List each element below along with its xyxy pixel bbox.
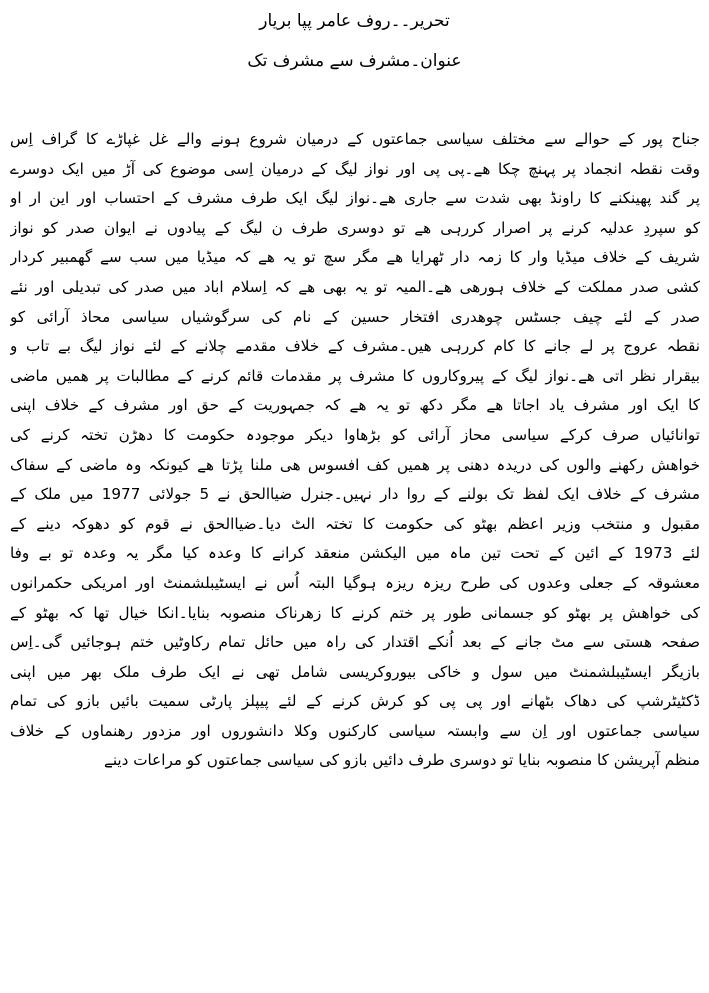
body-line: پر گند پھینکنے کا راونڈ بھی شدت سے جاری ھے۔نواز لیگ ایک طرف مشرف کے احتساب اور این ار او [10, 189, 700, 208]
article-body [10, 125, 700, 776]
body-line: شریف کے خلاف میڈیا وار کا زمہ دار ٹھرایا ھے مگر سچ تو یہ ھے کہ میڈیا میں سب سے گھمبیر کردار [10, 248, 700, 267]
body-line: سیاسی جماعتوں اور اِن سے وابستہ سیاسی کارکنوں وکلا دانشوروں اور مزدور رھنماوں کے خلاف [10, 721, 700, 740]
body-line: بازیگر ایسٹیبلشمنٹ میں سول و خاکی بیوروکریسی شامل تھی نے ایک طرف ملک بھر میں اپنی [10, 662, 700, 681]
body-line: ڈکٹیٹرشپ کی دھاک بٹھانے اور پی پی کو کرش کرنے کے لئے پیپلز پارٹی سمیت بائیں بازو کی تمام [10, 692, 700, 711]
body-line: بیقرار نظر اتی ھے۔نواز لیگ کے پیروکاروں کا مشرف پر مقدمات قائم کرنے کے مطالبات پر ھمیں ماضی [10, 366, 700, 385]
body-line: خواھش رکھنے والوں کی دریدہ دھنی پر ھمیں کف افسوس ھی ملنا پڑتا ھے کیونکہ وہ ماضی کے سفاک [10, 455, 700, 474]
body-line: مقبول و منتخب وزیر اعظم بھٹو کی حکومت کا تختہ الٹ دیا۔ضیاالحق نے قوم کو دھوکہ دینے کے [10, 514, 700, 533]
document-header [0, 8, 709, 88]
body-line: توانائیاں صرف کرکے سیاسی محاز آرائی کو بڑھاوا دیکر موجودہ حکومت کا دھڑن تختہ کرنے کی [10, 425, 700, 444]
body-line: کی خواھش پر بھٹو کو جسمانی طور پر ختم کرنے کا زھرناک منصوبہ بنایا۔انکا خیال تھا کہ بھٹو کے [10, 603, 700, 622]
article-title: عنوان۔مشرف سے مشرف تک [247, 51, 462, 71]
body-line: کشی صدر مملکت کے خلاف ہورھی ھے۔المیہ تو یہ بھی ھے کہ اِسلام اباد میں صدر کی تبدیلی اور نئے [10, 277, 700, 296]
body-line: معشوقہ کے جعلی وعدوں کی طرح ریزہ ریزہ ہوگیا البتہ اُس نے ایسٹیبلشمنٹ اور امریکی حکمرانوں [10, 573, 700, 592]
body-line: کو سپردِ عدلیہ کرنے پر اصرار کررہی ھے تو دوسری طرف ن لیگ کے پیادوں نے ایوان صدر کو نواز [10, 218, 700, 237]
body-line: کا ایک اور مشرف یاد اجاتا ھے مگر دکھ تو یہ ھے کہ جمہوریت کے حق اور مشرف کے خلاف اپنی [10, 396, 700, 415]
body-line: لئے 1973 کے ائین کے تحت تین ماہ میں الیکشن منعقد کرانے کا وعدہ کیا مگر یہ وعدہ تو بے وفا [10, 544, 700, 563]
body-line: صدر کے لئے چیف جسٹس چوھدری افتخار حسین کے نام کی سرگوشیاں سیاسی محاذ آرائی کو [10, 307, 700, 326]
body-line: وقت نقطہ انجماد پر پہنچ چکا ھے۔پی پی اور نواز لیگ کے درمیان اِسی موضوع کی آڑ میں ایک دوسرے [10, 159, 700, 178]
byline: تحریر۔۔روف عامر پپا بریار [259, 11, 450, 31]
body-line: نقطہ عروج پر لے جانے کا کام کررہی ھیں۔مشرف کے خلاف مقدمے چلانے کے لئے نواز لیگ بے تاب و [10, 337, 700, 356]
body-line: صفحہ ھستی سے مٹ جانے کے بعد اُنکے اقتدار کی راہ میں حائل تمام رکاوٹیں ختم ہوجائیں گی۔اِس [10, 633, 700, 652]
body-line: منظم آپریشن کا منصوبہ بنایا تو دوسری طرف دائیں بازو کی سیاسی جماعتوں کو مراعات دینے [103, 751, 700, 770]
body-line: مشرف کے خلاف ایک لفظ تک بولنے کے روا دار نہیں۔جنرل ضیاالحق نے 5 جولائی 1977 میں ملک کے [10, 485, 700, 504]
body-line: جناح پور کے حوالے سے مختلف سیاسی جماعتوں کے درمیان شروع ہونے والے غل غپاڑے کا گراف اِس [10, 130, 700, 148]
